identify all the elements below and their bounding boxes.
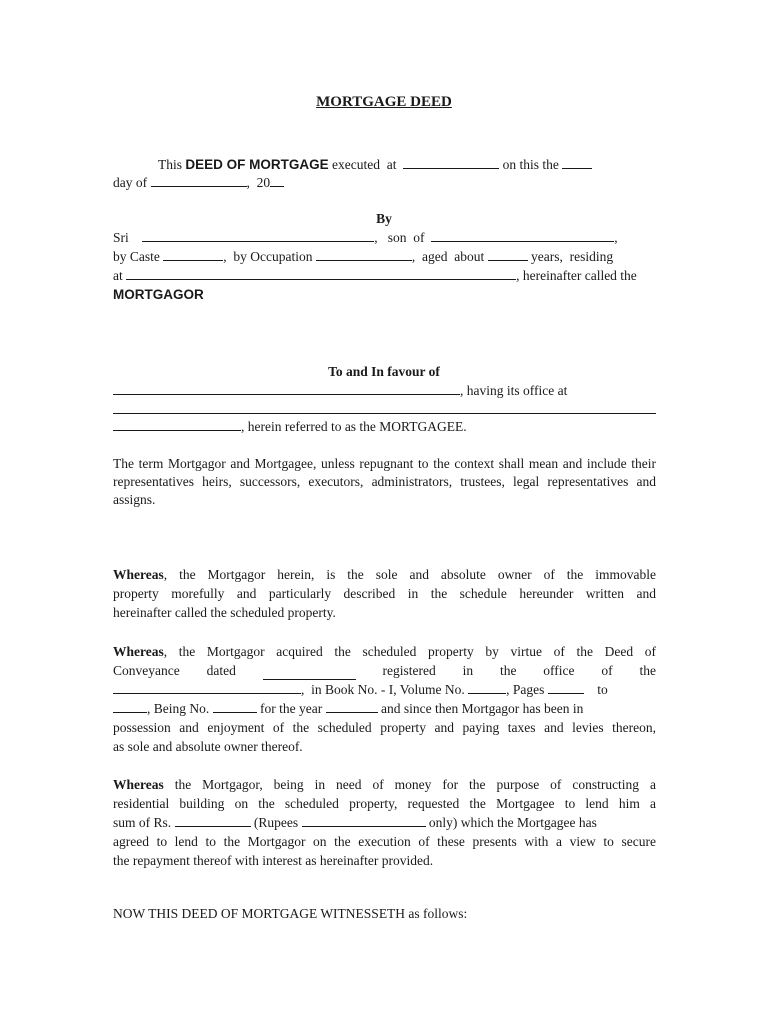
- year-of-deed-blank: [326, 700, 378, 713]
- being-no-blank: [213, 700, 257, 713]
- conveyance-date-blank: [263, 667, 356, 680]
- whereas-label: Whereas: [113, 644, 164, 659]
- whereas3-line-3: [113, 814, 656, 832]
- mortgagee-line-1: [113, 382, 656, 400]
- the-text-2: the: [639, 663, 656, 678]
- registered-text: registered: [382, 663, 436, 678]
- comma-text: ,: [614, 230, 618, 245]
- mortgagor-name-blank: [142, 229, 374, 242]
- mortgagor-line-3: [113, 267, 656, 285]
- volume-blank: [468, 681, 506, 694]
- whereas1-line-2: property morefully and particularly described in the schedule hereunder written and: [113, 586, 656, 601]
- whereas3-line-1: [113, 776, 656, 794]
- whereas3-line-2: residential building on the scheduled property, requested the Mortgagee to lend him a: [113, 796, 656, 811]
- of-text: of: [601, 663, 613, 678]
- office-address-blank: [113, 401, 656, 414]
- mortgagee-line-3: [113, 418, 656, 436]
- whereas3-text-1: the Mortgagor, being in need of money for the purpose of constructing a: [163, 777, 656, 792]
- whereas2-line-6: as sole and absolute owner thereof.: [113, 739, 303, 754]
- favour-heading: To and In favour of: [328, 364, 440, 379]
- occupation-blank: [316, 248, 412, 261]
- intro-line-1: [113, 156, 656, 174]
- amount-blank: [175, 814, 251, 827]
- at-text: at: [113, 268, 123, 283]
- father-name-blank: [431, 229, 614, 242]
- whereas2-line-3: [113, 681, 656, 699]
- whereas-label: Whereas: [113, 777, 164, 792]
- only-text: only) which the Mortgagee has: [428, 815, 597, 830]
- pages-text: , Pages: [506, 682, 545, 697]
- book-volume-text: , in Book No. - I, Volume No.: [301, 682, 465, 697]
- address-blank: [126, 267, 516, 280]
- sum-of-text: sum of Rs.: [113, 815, 172, 830]
- whereas-label: Whereas: [113, 567, 164, 582]
- office-address-blank-2: [113, 418, 241, 431]
- whereas2-line-1: [113, 643, 656, 661]
- by-occupation-text: , by Occupation: [223, 249, 313, 264]
- on-this-the-text: on this the: [502, 157, 559, 172]
- the-text: the: [499, 663, 517, 678]
- since-then-text: and since then Mortgagor has been in: [380, 701, 584, 716]
- month-blank: [151, 174, 247, 187]
- dated-text: dated: [206, 663, 236, 678]
- for-the-year-text: for the year: [260, 701, 323, 716]
- term-paragraph: The term Mortgagor and Mortgagee, unless repugnant to the context shall mean and include their representatives heirs, successors, executors, administrators, trustees, legal representatives and assigns.: [113, 456, 656, 507]
- having-office-text: , having its office at: [460, 383, 568, 398]
- whereas2-text-1: , the Mortgagor acquired the scheduled property by virtue of the Deed of: [163, 644, 656, 659]
- referred-text: , herein referred to as the MORTGAGEE.: [241, 419, 467, 434]
- age-blank: [488, 248, 528, 261]
- whereas3-line-5: the repayment thereof with interest as hereinafter provided.: [113, 853, 434, 868]
- caste-blank: [163, 248, 223, 261]
- whereas2-line-2: [113, 662, 656, 680]
- whereas1-text-1: , the Mortgagor herein, is the sole and absolute owner of the immovable: [163, 567, 656, 582]
- mortgagee-name-blank: [113, 382, 460, 395]
- mortgagor-line-1: [113, 229, 656, 247]
- registry-office-blank: [113, 681, 301, 694]
- pages-to-blank: [113, 700, 147, 713]
- whereas2-line-5: possession and enjoyment of the scheduled property and paying taxes and levies thereon,: [113, 720, 656, 735]
- son-of-text: , son of: [374, 230, 425, 245]
- intro-line-2: [113, 174, 656, 192]
- day-of-text: day of: [113, 175, 148, 190]
- by-heading: By: [376, 211, 392, 226]
- sri-text: Sri: [113, 230, 129, 245]
- intro-text: This: [158, 157, 183, 172]
- amount-words-blank: [302, 814, 426, 827]
- year-blank: [270, 174, 284, 187]
- page-title: MORTGAGE DEED: [316, 94, 452, 110]
- whereas1-line-1: [113, 566, 656, 584]
- being-no-text: , Being No.: [147, 701, 210, 716]
- rupees-text: (Rupees: [253, 815, 299, 830]
- office-text: office: [543, 663, 575, 678]
- mortgagor-line-2: [113, 248, 656, 266]
- conveyance-text: Conveyance: [113, 663, 180, 678]
- aged-about-text: , aged about: [411, 249, 485, 264]
- day-blank: [562, 156, 592, 169]
- by-caste-text: by Caste: [113, 249, 160, 264]
- whereas3-line-4: agreed to lend to the Mortgagor on the execution of these presents with a view to secure: [113, 834, 656, 849]
- witnesseth-line: NOW THIS DEED OF MORTGAGE WITNESSETH as follows:: [113, 906, 468, 921]
- in-text: in: [462, 663, 474, 678]
- executed-at-text: executed at: [332, 157, 397, 172]
- whereas1-line-3: hereinafter called the scheduled property.: [113, 605, 336, 620]
- to-text: to: [597, 682, 608, 697]
- hereinafter-text: , hereinafter called the: [516, 268, 637, 283]
- years-residing-text: years, residing: [530, 249, 614, 264]
- pages-from-blank: [548, 681, 584, 694]
- deed-of-mortgage-text: DEED OF MORTGAGE: [185, 157, 329, 172]
- mortgagor-label: MORTGAGOR: [113, 287, 204, 302]
- year-prefix-text: , 20: [246, 175, 271, 190]
- whereas2-line-4: [113, 700, 656, 718]
- place-blank: [403, 156, 499, 169]
